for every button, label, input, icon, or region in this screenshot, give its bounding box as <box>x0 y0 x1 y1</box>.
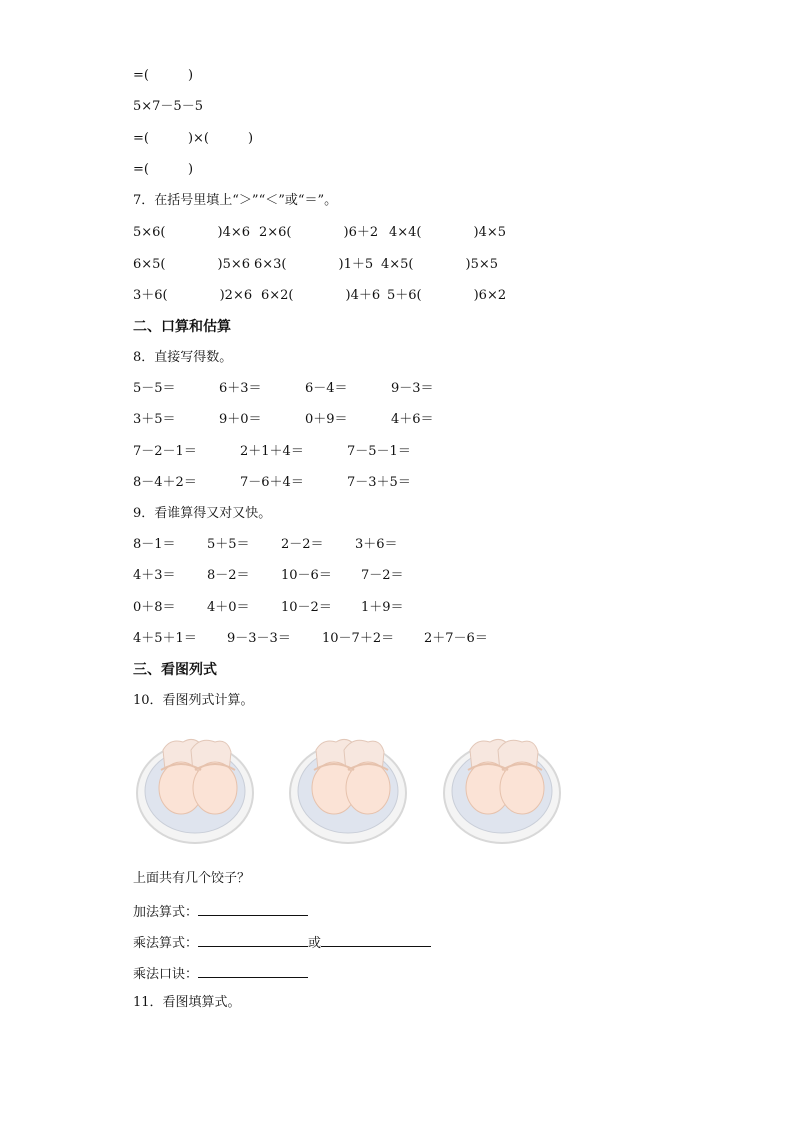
arith-item: 7－5－1＝ <box>347 444 411 459</box>
section-3-title: 三、看图列式 <box>133 662 217 678</box>
compare-item: 5×6( )4×6 <box>133 225 251 240</box>
question-11-title: 11．看图填算式。 <box>133 995 241 1010</box>
arith-item: 4＋5＋1＝ <box>133 631 197 646</box>
question-7-title: 7．在括号里填上“＞”“＜”或“＝”。 <box>133 193 338 208</box>
multiplication-label: 乘法算式： <box>133 936 199 951</box>
arith-item: 9＋0＝ <box>219 412 262 427</box>
dumpling-plate-image <box>442 728 567 848</box>
arith-item: 6－4＝ <box>305 381 348 396</box>
equation-line: =( )×( ) <box>133 131 254 146</box>
arith-item: 8－2＝ <box>207 568 250 583</box>
compare-item: 5＋6( )6×2 <box>387 288 507 303</box>
question-10-title: 10．看图列式计算。 <box>133 693 254 708</box>
arith-item: 0＋8＝ <box>133 600 176 615</box>
section-2-title: 二、口算和估算 <box>133 319 231 335</box>
multiplication-answer-blank-1[interactable] <box>198 932 308 947</box>
arith-item: 5－5＝ <box>133 381 176 396</box>
rhyme-label: 乘法口诀： <box>133 967 199 982</box>
arith-item: 8－1＝ <box>133 537 176 552</box>
compare-item: 3＋6( )2×6 <box>133 288 253 303</box>
arith-item: 10－6＝ <box>281 568 332 583</box>
arith-item: 7－6＋4＝ <box>240 475 304 490</box>
rhyme-answer-blank[interactable] <box>198 963 308 978</box>
compare-item: 6×2( )4＋6 <box>261 288 381 303</box>
arith-item: 10－7＋2＝ <box>322 631 395 646</box>
compare-item: 4×5( )5×5 <box>381 257 499 272</box>
arith-item: 10－2＝ <box>281 600 332 615</box>
arith-item: 3＋6＝ <box>355 537 398 552</box>
arith-item: 2－2＝ <box>281 537 324 552</box>
or-label: 或 <box>308 936 322 951</box>
multiplication-row <box>133 932 431 953</box>
arith-item: 2＋1＋4＝ <box>240 444 304 459</box>
equation-line: =( ) <box>133 68 194 83</box>
arith-item: 0＋9＝ <box>305 412 348 427</box>
addition-answer-blank[interactable] <box>198 901 308 916</box>
arith-item: 7－2＝ <box>361 568 404 583</box>
compare-item: 6×3( )1＋5 <box>254 257 374 272</box>
rhyme-row <box>133 963 308 984</box>
arith-item: 8－4＋2＝ <box>133 475 197 490</box>
arith-item: 7－2－1＝ <box>133 444 197 459</box>
arith-item: 1＋9＝ <box>361 600 404 615</box>
compare-item: 4×4( )4×5 <box>389 225 507 240</box>
addition-label: 加法算式： <box>133 905 199 920</box>
equation-line: =( ) <box>133 162 194 177</box>
question-8-title: 8．直接写得数。 <box>133 350 233 365</box>
dumpling-plate-image <box>288 728 413 848</box>
arith-item: 3＋5＝ <box>133 412 176 427</box>
dumpling-plate-image <box>135 728 260 848</box>
equation-line: 5×7－5－5 <box>133 99 203 114</box>
arith-item: 6＋3＝ <box>219 381 262 396</box>
dumpling-plates-illustration <box>135 728 575 848</box>
arith-item: 9－3－3＝ <box>227 631 291 646</box>
compare-item: 2×6( )6＋2 <box>259 225 379 240</box>
arith-item: 9－3＝ <box>391 381 434 396</box>
arith-item: 7－3＋5＝ <box>347 475 411 490</box>
arith-item: 5＋5＝ <box>207 537 250 552</box>
compare-item: 6×5( )5×6 <box>133 257 251 272</box>
arith-item: 4＋6＝ <box>391 412 434 427</box>
arith-item: 4＋3＝ <box>133 568 176 583</box>
multiplication-answer-blank-2[interactable] <box>321 932 431 947</box>
addition-row <box>133 901 308 922</box>
question-9-title: 9．看谁算得又对又快。 <box>133 506 272 521</box>
arith-item: 2＋7－6＝ <box>424 631 488 646</box>
question-10-prompt: 上面共有几个饺子？ <box>133 871 251 886</box>
arith-item: 4＋0＝ <box>207 600 250 615</box>
